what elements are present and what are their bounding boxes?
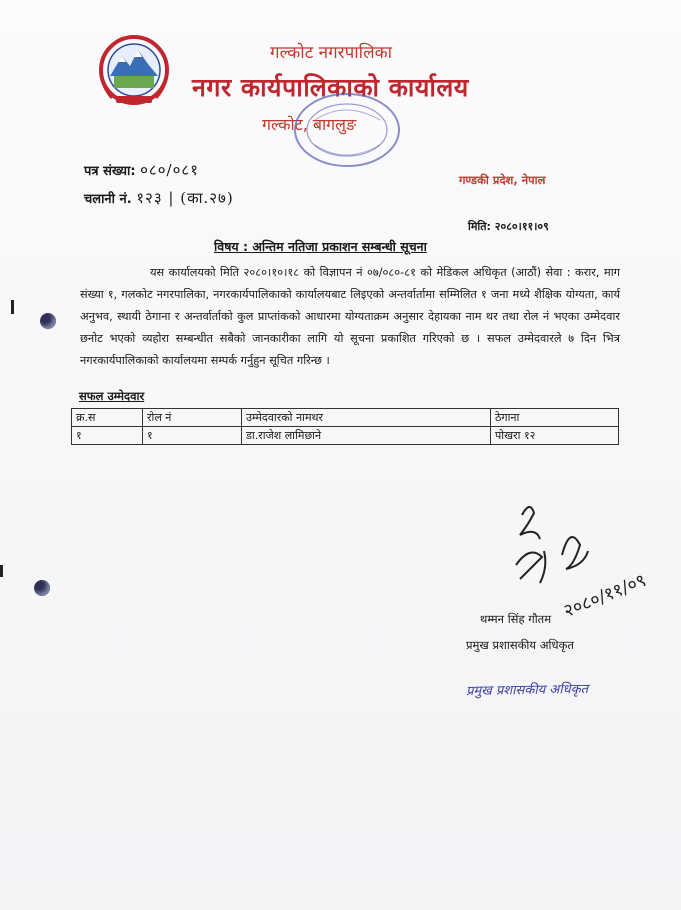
office-location: गल्कोट, बागलुङ xyxy=(262,115,357,134)
letter-number-label: पत्र संख्या: xyxy=(84,164,136,179)
results-title: सफल उम्मेदवार xyxy=(79,389,145,403)
cell-roll-number: १ xyxy=(143,427,242,445)
office-name: नगर कार्यपालिकाको कार्यालय xyxy=(192,73,469,102)
municipality-name: गल्कोट नगरपालिका xyxy=(270,43,393,63)
punch-hole xyxy=(34,580,50,596)
municipality-emblem-icon xyxy=(96,32,172,110)
letter-date: मिति: २०८०।११।०९ xyxy=(468,220,549,233)
svg-text:२०८०/११/०९: २०८०/११/०९ xyxy=(560,569,650,623)
dispatch-number-label: चलानी नं. xyxy=(84,192,132,207)
province-text: गण्डकी प्रदेश, नेपाल xyxy=(459,173,546,187)
designation-stamp: प्रमुख प्रशासकीय अधिकृत xyxy=(465,681,589,700)
edge-mark xyxy=(11,300,14,314)
column-serial: क्र.स xyxy=(72,409,143,427)
column-candidate-name: उम्मेदवारको नामथर xyxy=(242,409,491,427)
column-address: ठेगाना xyxy=(491,409,619,427)
signatory-name: थम्मन सिंह गौतम xyxy=(480,612,552,626)
results-table xyxy=(71,408,619,445)
dispatch-number xyxy=(84,188,234,208)
letter-subject: विषय : अन्तिम नतिजा प्रकाशन सम्बन्धी सूचना xyxy=(214,239,427,254)
table-row xyxy=(72,427,619,445)
cell-serial: १ xyxy=(72,427,143,445)
dispatch-number-value: १२३ | (का.२७) xyxy=(136,189,234,207)
letter-number xyxy=(84,160,199,180)
edge-mark xyxy=(0,565,3,577)
cell-address: पोखरा १२ xyxy=(491,427,619,445)
results-header-row xyxy=(72,409,619,427)
office-round-stamp-icon xyxy=(285,90,415,180)
column-roll-number: रोल नं xyxy=(143,409,242,427)
cell-candidate-name: डा.राजेश लामिछाने xyxy=(242,427,491,445)
handwritten-signature xyxy=(500,495,680,625)
letter-body: यस कार्यालयको मिति २०८०।१०।१८ को विज्ञापन नं ०७/०८०-८१ को मेडिकल अधिकृत (आठौं) सेवा : करार, माग संख्या १, गलकोट नगरपालिका, नगरकार्यपालिकाको कार्यालयबाट लिइएको अन्तर्वार्तामा सम्मिलित १ जना मध्ये शैक्षिक योग्यता, कार्य अनुभव, स्थायी ठेगाना र अन्तर्वार्ताको कुल प्राप्तांकको आधारमा योग्यताक्रम अनुसार देहायका नाम थर तथा रोल नं भएका उम्मेदवार छनोट भएको व्यहोरा सम्बन्धीत सबैको जानकारीका लागि यो सूचना प्रकाशित गरिएको छ । सफल उम्मेदवारले ७ दिन भित्र नगरकार्यपालिकाको कार्यालयमा सम्पर्क गर्नुहुन सूचित गरिन्छ । xyxy=(80,266,620,367)
letter-number-value: ०८०/०८१ xyxy=(140,161,199,179)
punch-hole xyxy=(40,313,56,329)
signatory-title: प्रमुख प्रशासकीय अधिकृत xyxy=(466,638,574,652)
